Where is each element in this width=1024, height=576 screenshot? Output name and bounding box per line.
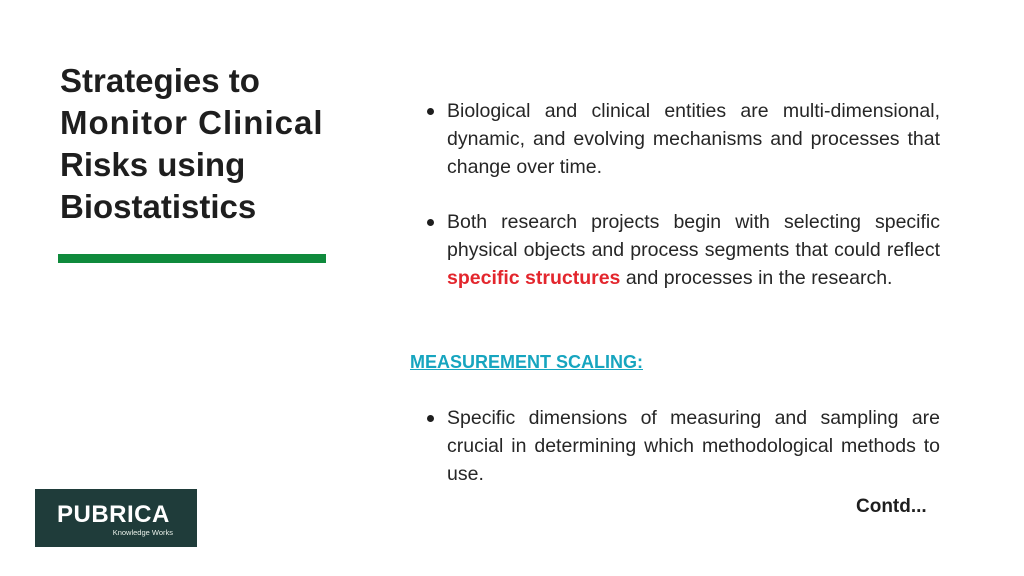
bullet-item bbox=[422, 208, 940, 292]
bullet-text: Biological and clinical entities are multi-dimensional, dynamic, and evolving mechanisms and processes that change over time. bbox=[447, 100, 940, 178]
bullet-text-part: and processes in the research. bbox=[620, 267, 893, 289]
title-line: Monitor Clinical bbox=[60, 104, 324, 141]
bullet-item bbox=[422, 97, 940, 181]
section-heading-link[interactable]: MEASUREMENT SCALING: bbox=[410, 352, 643, 372]
bullet-text bbox=[447, 208, 940, 292]
highlighted-phrase: specific structures bbox=[447, 267, 621, 289]
logo-wordmark: PUBRICA bbox=[57, 501, 170, 528]
bullet-dot-icon bbox=[427, 219, 434, 226]
logo-tagline: Knowledge Works bbox=[112, 528, 173, 537]
continued-label: Contd... bbox=[856, 496, 927, 517]
title-line: Strategies to bbox=[60, 62, 260, 99]
bullet-item bbox=[422, 404, 940, 488]
title-line: Risks using bbox=[60, 146, 246, 183]
bullet-dot-icon bbox=[427, 415, 434, 422]
bullet-text-part: Both research projects begin with selecting specific physical objects and process segments that could reflect bbox=[447, 211, 940, 261]
pubrica-logo bbox=[35, 489, 197, 547]
title-line: Biostatistics bbox=[60, 188, 257, 225]
slide-title bbox=[60, 60, 360, 228]
bullet-dot-icon bbox=[427, 108, 434, 115]
bullet-text: Specific dimensions of measuring and sampling are crucial in determining which methodological methods to use. bbox=[447, 407, 940, 485]
title-accent-bar bbox=[58, 254, 326, 263]
